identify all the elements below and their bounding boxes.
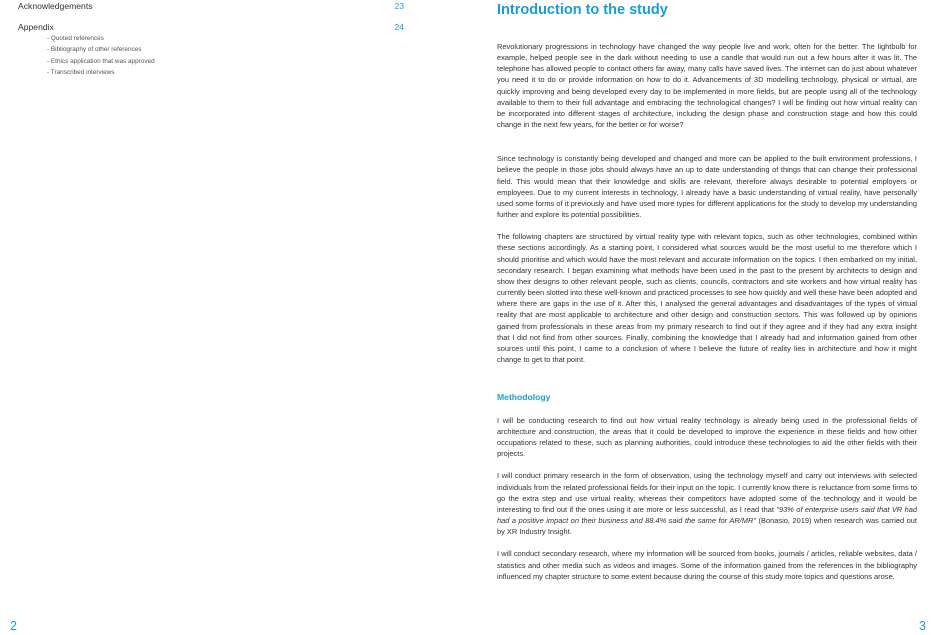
methodology-citation: (Bonasio, 2019) when research was carried out by XR Industry Insight. bbox=[497, 516, 917, 537]
methodology-paragraph-1: I will be conducting research to find out how virtual reality technology is already being used in the professional fields of architecture and construction, the areas that it could be developed to improve the experience in these fields and how other occupations related to these, such as planning authorities, could introduce these technologies to aid the other fields with their projects. bbox=[497, 415, 917, 459]
toc-entry-label: Appendix bbox=[18, 22, 54, 32]
appendix-item: - Quoted references bbox=[47, 35, 104, 42]
statistics-quote: "93% of enterprise users said that VR had had a positive impact on their business and 88.4% said the same for AR/MR" bbox=[497, 504, 917, 525]
intro-paragraph-2: Since technology is constantly being developed and changed and more can be applied to the built environment professions, I believe the people in those jobs should always have an up to date understanding of things that can change their professional field. This would mean that their knowledge and skills are relevant, therefore always desirable to potential employers or employees. Due to my current interests in technology, I already have a basic understanding of virtual reality, have personally used some forms of it previously and have used more types for different applications for the study to develop my understanding further and explore its potential possibilities. bbox=[497, 154, 917, 220]
methodology-heading: Methodology bbox=[497, 392, 551, 403]
page-number-left: 2 bbox=[10, 619, 17, 633]
methodology-paragraph-2 bbox=[497, 470, 917, 537]
appendix-item: - Bibliography of other references bbox=[47, 46, 142, 54]
appendix-item: - Ethics application that was approved bbox=[47, 57, 155, 65]
appendix-item: - Transcribed interviews bbox=[47, 68, 115, 76]
intro-paragraph-3: The following chapters are structured by virtual reality type with relevant topics, such as other technologies, combined within these sections accordingly. As a starting point, I considered what sources would be the most useful to me therefore which I should prioritise and which would have the most relevant and accurate information on the topics. I then embarked on my initial, secondary research. I began examining what methods have been used in the past to the present by architects to design and show their designs to other relevant people, such as clients, councils, contractors and site workers and how virtual reality has currently been slotted into these well-known and practiced processes to see how quickly and well these have been adopted and where there are gaps in the use of it. After this, I analysed the general advantages and disadvantages of the types of virtual reality that are most applicable to architecture and other design and construction sectors. This was followed up by opinions gained from professionals in these areas from my primary research to find out if they agree and if they had any extra insight that I did not find from other sources. Finally, combining the knowledge that I already had and information gained from other sources until this point, I came to a conclusion of where I believe the future of reality lies in architecture and how it might change to get to that point. bbox=[497, 232, 917, 364]
page-number-right: 3 bbox=[919, 619, 926, 633]
toc-entry-label: Acknowledgements bbox=[18, 1, 93, 11]
appendix-sublist bbox=[47, 33, 155, 78]
toc-entry-appendix[interactable] bbox=[18, 22, 404, 32]
right-page bbox=[470, 0, 940, 635]
toc-entry-page: 24 bbox=[394, 22, 404, 32]
toc-entry-page: 23 bbox=[394, 1, 404, 11]
methodology-text: I will conduct primary research in the form of observation, using the technology myself and carry out interviews with selected individuals from the related professional fields for their input on the topic. I currently know there is reluctance from some firms to go the extra step and use virtual reality, whereas their competitors have adopted some of the technology and it would be interesting to find out if the ones using it are more or less successful, as I read that bbox=[497, 471, 917, 514]
article-body bbox=[497, 0, 917, 582]
intro-paragraph-1: Revolutionary progressions in technology have changed the way people live and work, often for the better. The lightbulb for example, helped people see in the dark without needing to use a candle that would run out a few hours after it was lit. The telephone has allowed people to contact others far away, many calls have saved lives. The internet can do just about whatever you need it to do or provide information on how to do it. Advancements of 3D modelling technology, physical or virtual, are quickly improving and being developed every day to be implemented in more fields, but are people using all of the technology available to them to their full advantage and embracing the technological changes? I will be finding out how virtual reality can be incorporated into different stages of architecture, including the design phase and construction stage and how this could change in the next few years, for the better or for worse? bbox=[497, 42, 917, 130]
toc-entry-acknowledgements[interactable] bbox=[18, 1, 404, 11]
intro-title: Introduction to the study bbox=[497, 2, 668, 18]
methodology-paragraph-3: I will conduct secondary research, where my information will be sourced from books, journals / articles, reliable websites, data / statistics and other media such as videos and images. Some of the information gained from the references in the bibliography influenced my chapter structure to some extent because during the course of this study more topics and questions arose. bbox=[497, 549, 917, 581]
